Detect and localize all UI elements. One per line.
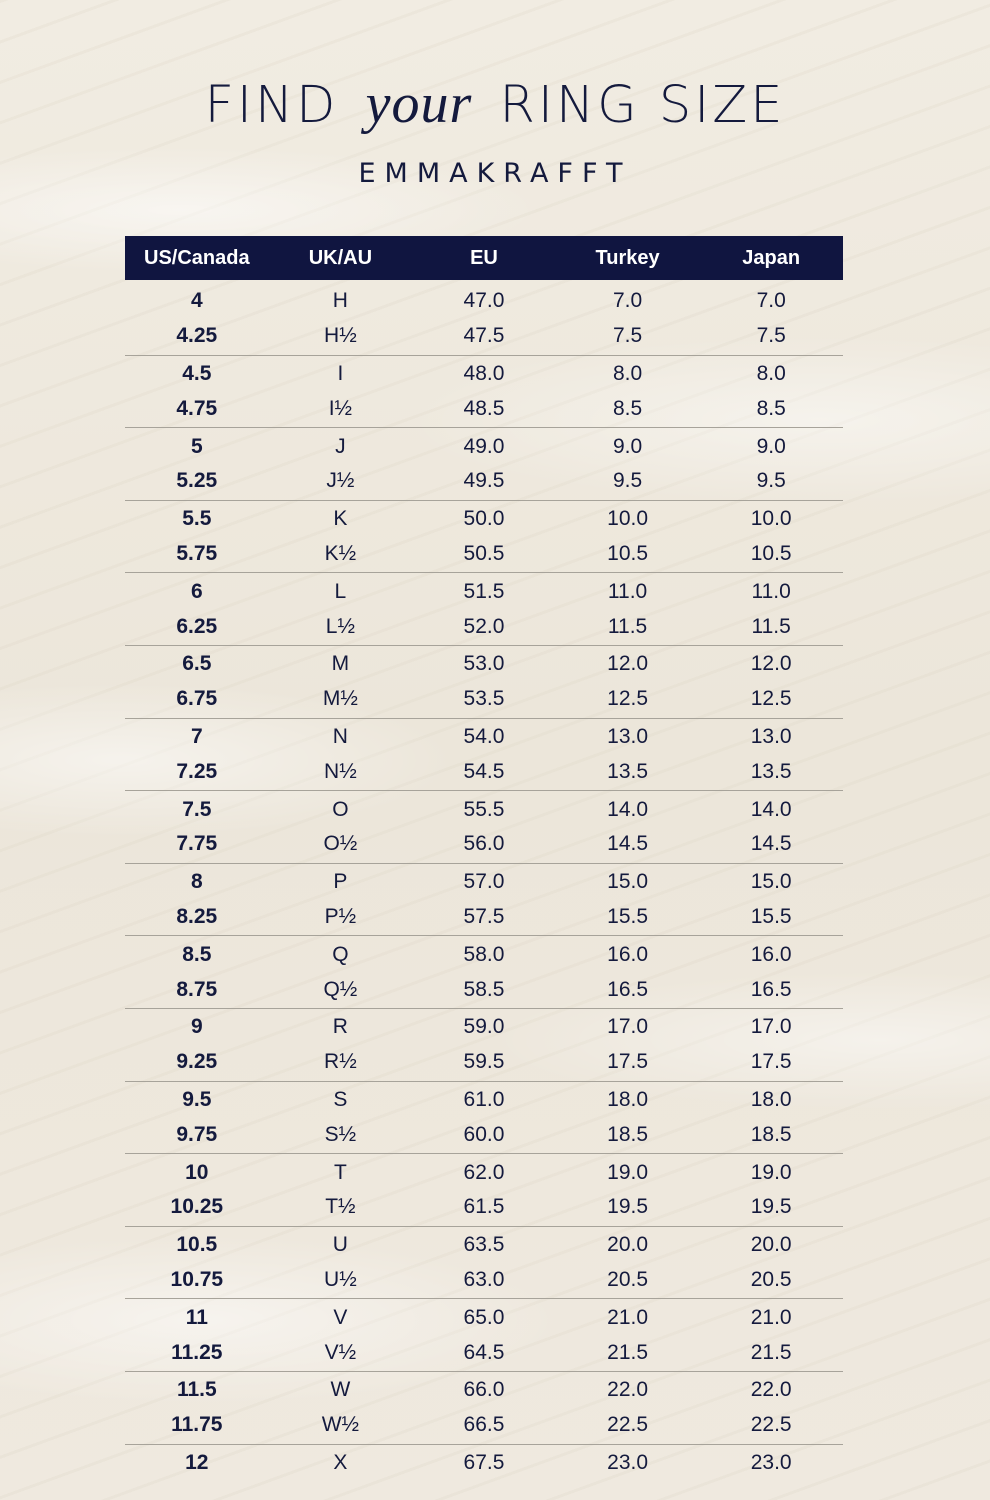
cell-uk-au: H½	[324, 324, 357, 348]
table-row	[125, 1335, 843, 1370]
cell-japan: 11.5	[751, 614, 791, 638]
cell-uk-au: Q½	[323, 977, 358, 1001]
cell-eu: 66.0	[463, 1378, 505, 1402]
page-title	[0, 72, 990, 136]
title-accent: your	[365, 73, 473, 135]
cell-us-canada: 9.75	[176, 1122, 218, 1146]
header-japan: Japan	[742, 246, 801, 269]
header-turkey: Turkey	[595, 246, 660, 269]
cell-japan: 15.5	[750, 904, 792, 928]
table-row	[125, 972, 843, 1007]
cell-us-canada: 6	[190, 579, 203, 603]
cell-turkey: 23.0	[607, 1450, 649, 1474]
cell-us-canada: 5.25	[176, 469, 218, 493]
cell-us-canada: 8.25	[176, 904, 218, 928]
cell-us-canada: 9.25	[176, 1050, 218, 1074]
cell-us-canada: 7.5	[182, 797, 212, 821]
cell-japan: 22.0	[750, 1378, 792, 1402]
header-eu: EU	[470, 246, 498, 269]
cell-us-canada: 4.75	[176, 396, 218, 420]
cell-turkey: 8.0	[612, 361, 643, 385]
cell-eu: 61.0	[463, 1087, 505, 1111]
cell-japan: 18.5	[750, 1122, 792, 1146]
cell-turkey: 17.5	[607, 1050, 649, 1074]
cell-turkey: 15.5	[607, 904, 649, 928]
size-group	[125, 1082, 843, 1155]
cell-eu: 51.5	[463, 579, 505, 603]
cell-uk-au: H	[332, 289, 348, 313]
size-group	[125, 428, 843, 501]
cell-eu: 47.5	[463, 324, 505, 348]
cell-eu: 58.0	[463, 942, 505, 966]
cell-japan: 8.5	[756, 396, 786, 420]
cell-uk-au: P	[333, 870, 348, 894]
cell-uk-au: S½	[324, 1122, 357, 1146]
size-group	[125, 1372, 843, 1445]
cell-japan: 13.0	[750, 724, 792, 748]
cell-us-canada: 10.75	[170, 1267, 224, 1291]
table-row	[125, 754, 843, 789]
table-row	[125, 502, 843, 537]
cell-japan: 17.5	[750, 1050, 792, 1074]
cell-japan: 13.5	[750, 759, 792, 783]
cell-japan: 10.0	[750, 507, 792, 531]
cell-japan: 21.0	[750, 1305, 792, 1329]
cell-eu: 54.5	[463, 759, 505, 783]
cell-turkey: 21.0	[607, 1305, 649, 1329]
cell-turkey: 21.5	[607, 1340, 649, 1364]
cell-turkey: 20.0	[607, 1233, 649, 1257]
cell-uk-au: U	[332, 1233, 348, 1257]
cell-uk-au: U½	[324, 1267, 357, 1291]
cell-japan: 12.0	[750, 652, 792, 676]
cell-japan: 16.5	[750, 977, 792, 1001]
cell-uk-au: X	[333, 1450, 348, 1474]
cell-uk-au: O	[332, 797, 349, 821]
cell-us-canada: 7.25	[176, 759, 218, 783]
cell-japan: 7.0	[756, 289, 786, 313]
cell-turkey: 7.0	[612, 289, 643, 313]
cell-japan: 21.5	[750, 1340, 792, 1364]
cell-eu: 50.5	[463, 541, 505, 565]
cell-japan: 20.5	[750, 1267, 792, 1291]
cell-us-canada: 4.25	[176, 324, 218, 348]
cell-us-canada: 8.75	[176, 977, 218, 1001]
cell-uk-au: J½	[326, 469, 355, 493]
cell-us-canada: 10.5	[176, 1233, 218, 1257]
cell-us-canada: 11.25	[171, 1340, 223, 1364]
table-row	[125, 1228, 843, 1263]
cell-us-canada: 7	[190, 724, 203, 748]
cell-uk-au: V½	[324, 1340, 357, 1364]
size-group	[125, 1445, 843, 1482]
cell-uk-au: W	[330, 1378, 351, 1402]
cell-uk-au: P½	[324, 904, 357, 928]
cell-turkey: 17.0	[607, 1015, 649, 1039]
cell-us-canada: 8.5	[182, 942, 212, 966]
cell-uk-au: R½	[324, 1050, 357, 1074]
cell-us-canada: 11	[185, 1305, 208, 1329]
cell-eu: 61.5	[463, 1195, 505, 1219]
cell-turkey: 18.5	[607, 1122, 649, 1146]
size-group	[125, 1227, 843, 1300]
cell-japan: 8.0	[756, 361, 786, 385]
cell-uk-au: O½	[323, 832, 358, 856]
table-row	[125, 1446, 843, 1481]
table-row	[125, 792, 843, 827]
brand-name: EMMAKRAFFT	[358, 158, 632, 189]
cell-eu: 55.5	[463, 797, 505, 821]
ring-size-table	[125, 236, 843, 1481]
cell-us-canada: 7.75	[176, 832, 218, 856]
cell-japan: 17.0	[750, 1015, 792, 1039]
table-row	[125, 720, 843, 755]
table-header	[125, 236, 843, 280]
cell-uk-au: J	[335, 434, 346, 458]
table-row	[125, 429, 843, 464]
cell-us-canada: 6.75	[176, 687, 218, 711]
table-body	[125, 283, 843, 1481]
cell-eu: 47.0	[463, 289, 505, 313]
title-suffix: RING SIZE	[499, 76, 786, 135]
cell-turkey: 10.0	[607, 507, 649, 531]
cell-us-canada: 12	[185, 1450, 209, 1474]
table-row	[125, 1083, 843, 1118]
cell-eu: 49.0	[463, 434, 505, 458]
cell-turkey: 22.5	[607, 1413, 649, 1437]
cell-uk-au: T½	[325, 1195, 356, 1219]
table-row	[125, 1155, 843, 1190]
table-row	[125, 1190, 843, 1225]
cell-japan: 10.5	[750, 541, 792, 565]
cell-turkey: 7.5	[612, 324, 643, 348]
cell-eu: 56.0	[463, 832, 505, 856]
cell-turkey: 14.0	[607, 797, 649, 821]
cell-eu: 50.0	[463, 507, 505, 531]
cell-us-canada: 5.75	[176, 541, 218, 565]
cell-japan: 7.5	[756, 324, 786, 348]
cell-turkey: 10.5	[607, 541, 649, 565]
cell-turkey: 8.5	[612, 396, 643, 420]
cell-uk-au: K½	[324, 541, 357, 565]
cell-eu: 66.5	[463, 1413, 505, 1437]
table-row	[125, 319, 843, 354]
cell-eu: 59.0	[463, 1015, 505, 1039]
table-row	[125, 865, 843, 900]
cell-japan: 23.0	[750, 1450, 792, 1474]
cell-eu: 63.0	[463, 1267, 505, 1291]
cell-us-canada: 10.25	[170, 1195, 224, 1219]
cell-turkey: 16.0	[607, 942, 649, 966]
cell-turkey: 9.5	[612, 469, 643, 493]
table-row	[125, 827, 843, 862]
cell-uk-au: W½	[321, 1413, 360, 1437]
cell-eu: 48.5	[463, 396, 505, 420]
cell-eu: 54.0	[463, 724, 505, 748]
cell-us-canada: 5.5	[182, 507, 212, 531]
cell-japan: 9.5	[756, 469, 786, 493]
cell-us-canada: 6.25	[176, 614, 218, 638]
cell-turkey: 13.5	[607, 759, 649, 783]
header-us-canada: US/Canada	[144, 246, 250, 269]
cell-eu: 52.0	[463, 614, 505, 638]
cell-turkey: 12.5	[607, 687, 649, 711]
cell-eu: 65.0	[463, 1305, 505, 1329]
cell-uk-au: K	[333, 507, 348, 531]
cell-uk-au: S	[333, 1087, 348, 1111]
cell-us-canada: 4	[190, 289, 203, 313]
table-row	[125, 574, 843, 609]
size-group	[125, 864, 843, 937]
cell-uk-au: N	[332, 724, 348, 748]
cell-eu: 57.5	[463, 904, 505, 928]
table-row	[125, 900, 843, 935]
cell-eu: 64.5	[463, 1340, 505, 1364]
cell-uk-au: V	[333, 1305, 348, 1329]
cell-japan: 9.0	[756, 434, 786, 458]
title-prefix: FIND	[204, 76, 339, 135]
size-group	[125, 356, 843, 429]
cell-eu: 67.5	[463, 1450, 505, 1474]
size-group	[125, 719, 843, 792]
table-row	[125, 609, 843, 644]
cell-us-canada: 8	[190, 870, 203, 894]
table-row	[125, 647, 843, 682]
cell-japan: 22.5	[750, 1413, 792, 1437]
cell-uk-au: I½	[328, 396, 353, 420]
cell-japan: 14.5	[750, 832, 792, 856]
cell-eu: 58.5	[463, 977, 505, 1001]
table-row	[125, 1045, 843, 1080]
table-row	[125, 1373, 843, 1408]
cell-us-canada: 11.75	[171, 1413, 223, 1437]
cell-turkey: 15.0	[607, 870, 649, 894]
cell-japan: 15.0	[750, 870, 792, 894]
table-row	[125, 1300, 843, 1335]
header-uk-au: UK/AU	[308, 246, 373, 269]
cell-us-canada: 6.5	[182, 652, 212, 676]
table-row	[125, 391, 843, 426]
table-row	[125, 284, 843, 319]
size-group	[125, 646, 843, 719]
cell-eu: 62.0	[463, 1160, 505, 1184]
table-row	[125, 1408, 843, 1443]
cell-us-canada: 10	[185, 1160, 209, 1184]
cell-japan: 12.5	[750, 687, 792, 711]
size-group	[125, 936, 843, 1009]
table-row	[125, 1263, 843, 1298]
cell-turkey: 11.5	[607, 614, 648, 638]
size-group	[125, 791, 843, 864]
cell-us-canada: 9	[190, 1015, 203, 1039]
cell-turkey: 18.0	[607, 1087, 649, 1111]
size-group	[125, 1154, 843, 1227]
cell-japan: 20.0	[750, 1233, 792, 1257]
cell-uk-au: Q	[332, 942, 349, 966]
table-row	[125, 1117, 843, 1152]
table-row	[125, 357, 843, 392]
cell-uk-au: M	[331, 652, 350, 676]
cell-eu: 59.5	[463, 1050, 505, 1074]
cell-turkey: 22.0	[607, 1378, 649, 1402]
cell-japan: 18.0	[750, 1087, 792, 1111]
size-group	[125, 573, 843, 646]
cell-uk-au: N½	[324, 759, 357, 783]
cell-uk-au: T	[333, 1160, 347, 1184]
cell-eu: 57.0	[463, 870, 505, 894]
cell-uk-au: L½	[325, 614, 355, 638]
cell-turkey: 11.0	[607, 579, 648, 603]
cell-turkey: 14.5	[607, 832, 649, 856]
cell-us-canada: 9.5	[182, 1087, 212, 1111]
cell-uk-au: I	[337, 361, 344, 385]
table-row	[125, 682, 843, 717]
cell-japan: 14.0	[750, 797, 792, 821]
cell-eu: 53.5	[463, 687, 505, 711]
cell-eu: 63.5	[463, 1233, 505, 1257]
cell-japan: 19.5	[750, 1195, 792, 1219]
cell-uk-au: L	[334, 579, 347, 603]
cell-turkey: 19.5	[607, 1195, 649, 1219]
cell-eu: 60.0	[463, 1122, 505, 1146]
cell-turkey: 12.0	[607, 652, 649, 676]
cell-eu: 49.5	[463, 469, 505, 493]
cell-us-canada: 5	[190, 434, 203, 458]
cell-turkey: 13.0	[607, 724, 649, 748]
size-group	[125, 1299, 843, 1372]
cell-japan: 19.0	[750, 1160, 792, 1184]
cell-japan: 16.0	[750, 942, 792, 966]
cell-turkey: 20.5	[607, 1267, 649, 1291]
cell-eu: 48.0	[463, 361, 505, 385]
size-group	[125, 501, 843, 574]
cell-uk-au: M½	[322, 687, 358, 711]
cell-japan: 11.0	[751, 579, 791, 603]
table-row	[125, 464, 843, 499]
cell-turkey: 16.5	[607, 977, 649, 1001]
size-group	[125, 1009, 843, 1082]
size-group	[125, 283, 843, 356]
cell-turkey: 19.0	[607, 1160, 649, 1184]
table-row	[125, 1010, 843, 1045]
table-row	[125, 537, 843, 572]
cell-turkey: 9.0	[612, 434, 643, 458]
cell-uk-au: R	[332, 1015, 348, 1039]
cell-us-canada: 4.5	[182, 361, 212, 385]
cell-us-canada: 11.5	[176, 1378, 217, 1402]
table-row	[125, 937, 843, 972]
cell-eu: 53.0	[463, 652, 505, 676]
